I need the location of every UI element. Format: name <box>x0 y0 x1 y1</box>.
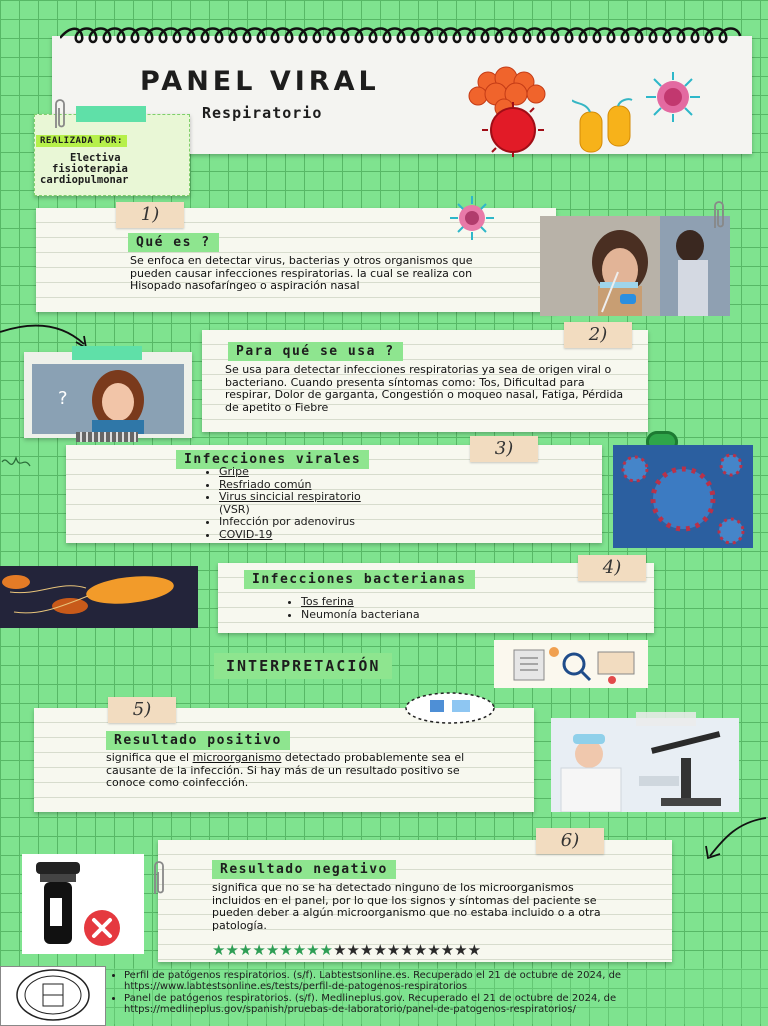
test-tube-cancel-icon <box>30 858 130 950</box>
section-3-heading: Infecciones virales <box>176 450 369 469</box>
viral-infections-list <box>205 466 465 541</box>
photo-bacteria <box>0 566 198 628</box>
section-1-heading: Qué es ? <box>128 233 219 252</box>
star-empty-icon: ★ <box>359 941 374 959</box>
section-2-text: Se usa para detectar infecciones respiratorias ya sea de origen viral o bacteriano. Cuando presenta síntomas como: Tos, Dificultad para respirar, Dolor de garganta, Congestión o moqueo nasal, Fatiga, Pérdida de apetito o Fiebre <box>225 363 624 414</box>
thought-bubble-icon <box>400 690 500 728</box>
references-list <box>112 970 762 1016</box>
list-item[interactable]: • Virus sincicial respiratorio (VSR) <box>219 491 465 516</box>
list-item: • Infección por adenovirus <box>219 516 465 529</box>
star-empty-icon: ★ <box>386 941 401 959</box>
list-item[interactable]: • COVID-19 <box>219 529 465 542</box>
list-item[interactable]: • Resfriado común <box>219 479 465 492</box>
section-4-heading: Infecciones bacterianas <box>244 570 475 589</box>
section-5-heading: Resultado positivo <box>106 731 290 750</box>
reference-item[interactable]: • Perfil de patógenos respiratorios. (s/f). Labtestsonline.es. Recuperado el 21 de octubre de 2024, de https://www.labtestsonline.es/tests/perfil-de-patogenos-respiratorios <box>124 970 762 993</box>
section-5-text: significa que el microorganismo detectado probablemente sea el causante de la infección. Si hay más de un resultado positivo se conoce como coinfección. <box>106 751 465 789</box>
section-2-heading: Para qué se usa ? <box>228 342 403 361</box>
star-filled-icon: ★ <box>306 941 320 959</box>
reference-item[interactable]: • Panel de patógenos respiratorios. (s/f). Medlineplus.gov. Recuperado el 21 de octubre de 2024, de https://medlineplus.gov/spanish/pruebas-de-laboratorio/panel-de-patogenos-respiratorios/ <box>124 993 762 1016</box>
star-filled-icon: ★ <box>292 941 307 959</box>
section-6-text: significa que no se ha detectado ninguno de los microorganismos incluidos en el panel, por lo que los signos y síntomas del paciente se pueden deber a algún microorganismo que no estaba incluido o a otra patología. <box>212 881 601 932</box>
section-4-number: 4) <box>578 555 646 581</box>
thinking-woman-tape <box>72 346 142 360</box>
scribble-decoration <box>0 452 34 482</box>
star-empty-icon: ★ <box>467 941 482 959</box>
curved-arrow-icon <box>688 814 768 864</box>
star-rating <box>212 940 542 958</box>
page-subtitle: Respiratorio <box>202 104 323 122</box>
keyboard-decoration <box>76 432 138 442</box>
paperclip-icon <box>51 98 67 132</box>
star-empty-icon: ★ <box>454 941 468 959</box>
virus-icon <box>640 70 706 124</box>
svg-text:?: ? <box>58 388 68 409</box>
section-3-number: 3) <box>470 436 538 462</box>
section-2-number: 2) <box>564 322 632 348</box>
star-empty-icon: ★ <box>400 941 414 959</box>
star-filled-icon: ★ <box>279 941 293 959</box>
photo-microscope <box>551 718 739 812</box>
section-1-text: Se enfoca en detectar virus, bacterias y otros organismos que pueden causar infecciones respiratorias. la cual se realiza con Hisopado nasofaríngeo o aspiración nasal <box>130 254 473 292</box>
star-empty-icon: ★ <box>346 941 360 959</box>
interpretation-heading: INTERPRETACIÓN <box>214 653 392 679</box>
star-empty-icon: ★ <box>413 941 428 959</box>
section-6-number: 6) <box>536 828 604 854</box>
star-filled-icon: ★ <box>212 941 226 959</box>
list-item[interactable]: • Tos ferina <box>301 596 547 609</box>
paperclip-icon <box>710 200 726 230</box>
star-empty-icon: ★ <box>427 941 441 959</box>
virus-icon <box>432 196 512 240</box>
star-filled-icon: ★ <box>319 941 334 959</box>
star-filled-icon: ★ <box>265 941 280 959</box>
star-empty-icon: ★ <box>373 941 387 959</box>
star-filled-icon: ★ <box>252 941 266 959</box>
thinking-woman-illustration <box>32 364 184 434</box>
bacterial-infections-list <box>287 596 547 621</box>
star-filled-icon: ★ <box>238 941 253 959</box>
section-1-number: 1) <box>116 202 184 228</box>
section-6-heading: Resultado negativo <box>212 860 396 879</box>
list-item[interactable]: • Gripe <box>219 466 465 479</box>
spiral-binding <box>60 24 750 48</box>
author-tape <box>76 106 146 122</box>
author-line-2: fisioterapia <box>52 163 128 175</box>
photo-tape <box>636 712 696 726</box>
photo-virus-3d <box>613 445 753 548</box>
author-label: REALIZADA POR: <box>36 135 127 147</box>
paperclip-icon <box>150 860 166 898</box>
author-line-1: Electiva <box>70 152 121 164</box>
star-empty-icon: ★ <box>440 941 455 959</box>
microorganism-link[interactable]: microorganismo <box>192 751 282 764</box>
photo-nasal-swab <box>540 216 730 316</box>
section-5-number: 5) <box>108 697 176 723</box>
star-filled-icon: ★ <box>225 941 239 959</box>
star-empty-icon: ★ <box>333 941 347 959</box>
bacteria-illustration <box>572 98 638 158</box>
university-seal-logo <box>10 968 96 1022</box>
list-item: • Neumonía bacteriana <box>301 609 547 622</box>
lab-illustration <box>494 640 648 688</box>
virus-cluster-illustration <box>458 62 568 157</box>
author-line-3: cardiopulmonar <box>40 174 129 186</box>
page-title: PANEL VIRAL <box>140 66 380 97</box>
